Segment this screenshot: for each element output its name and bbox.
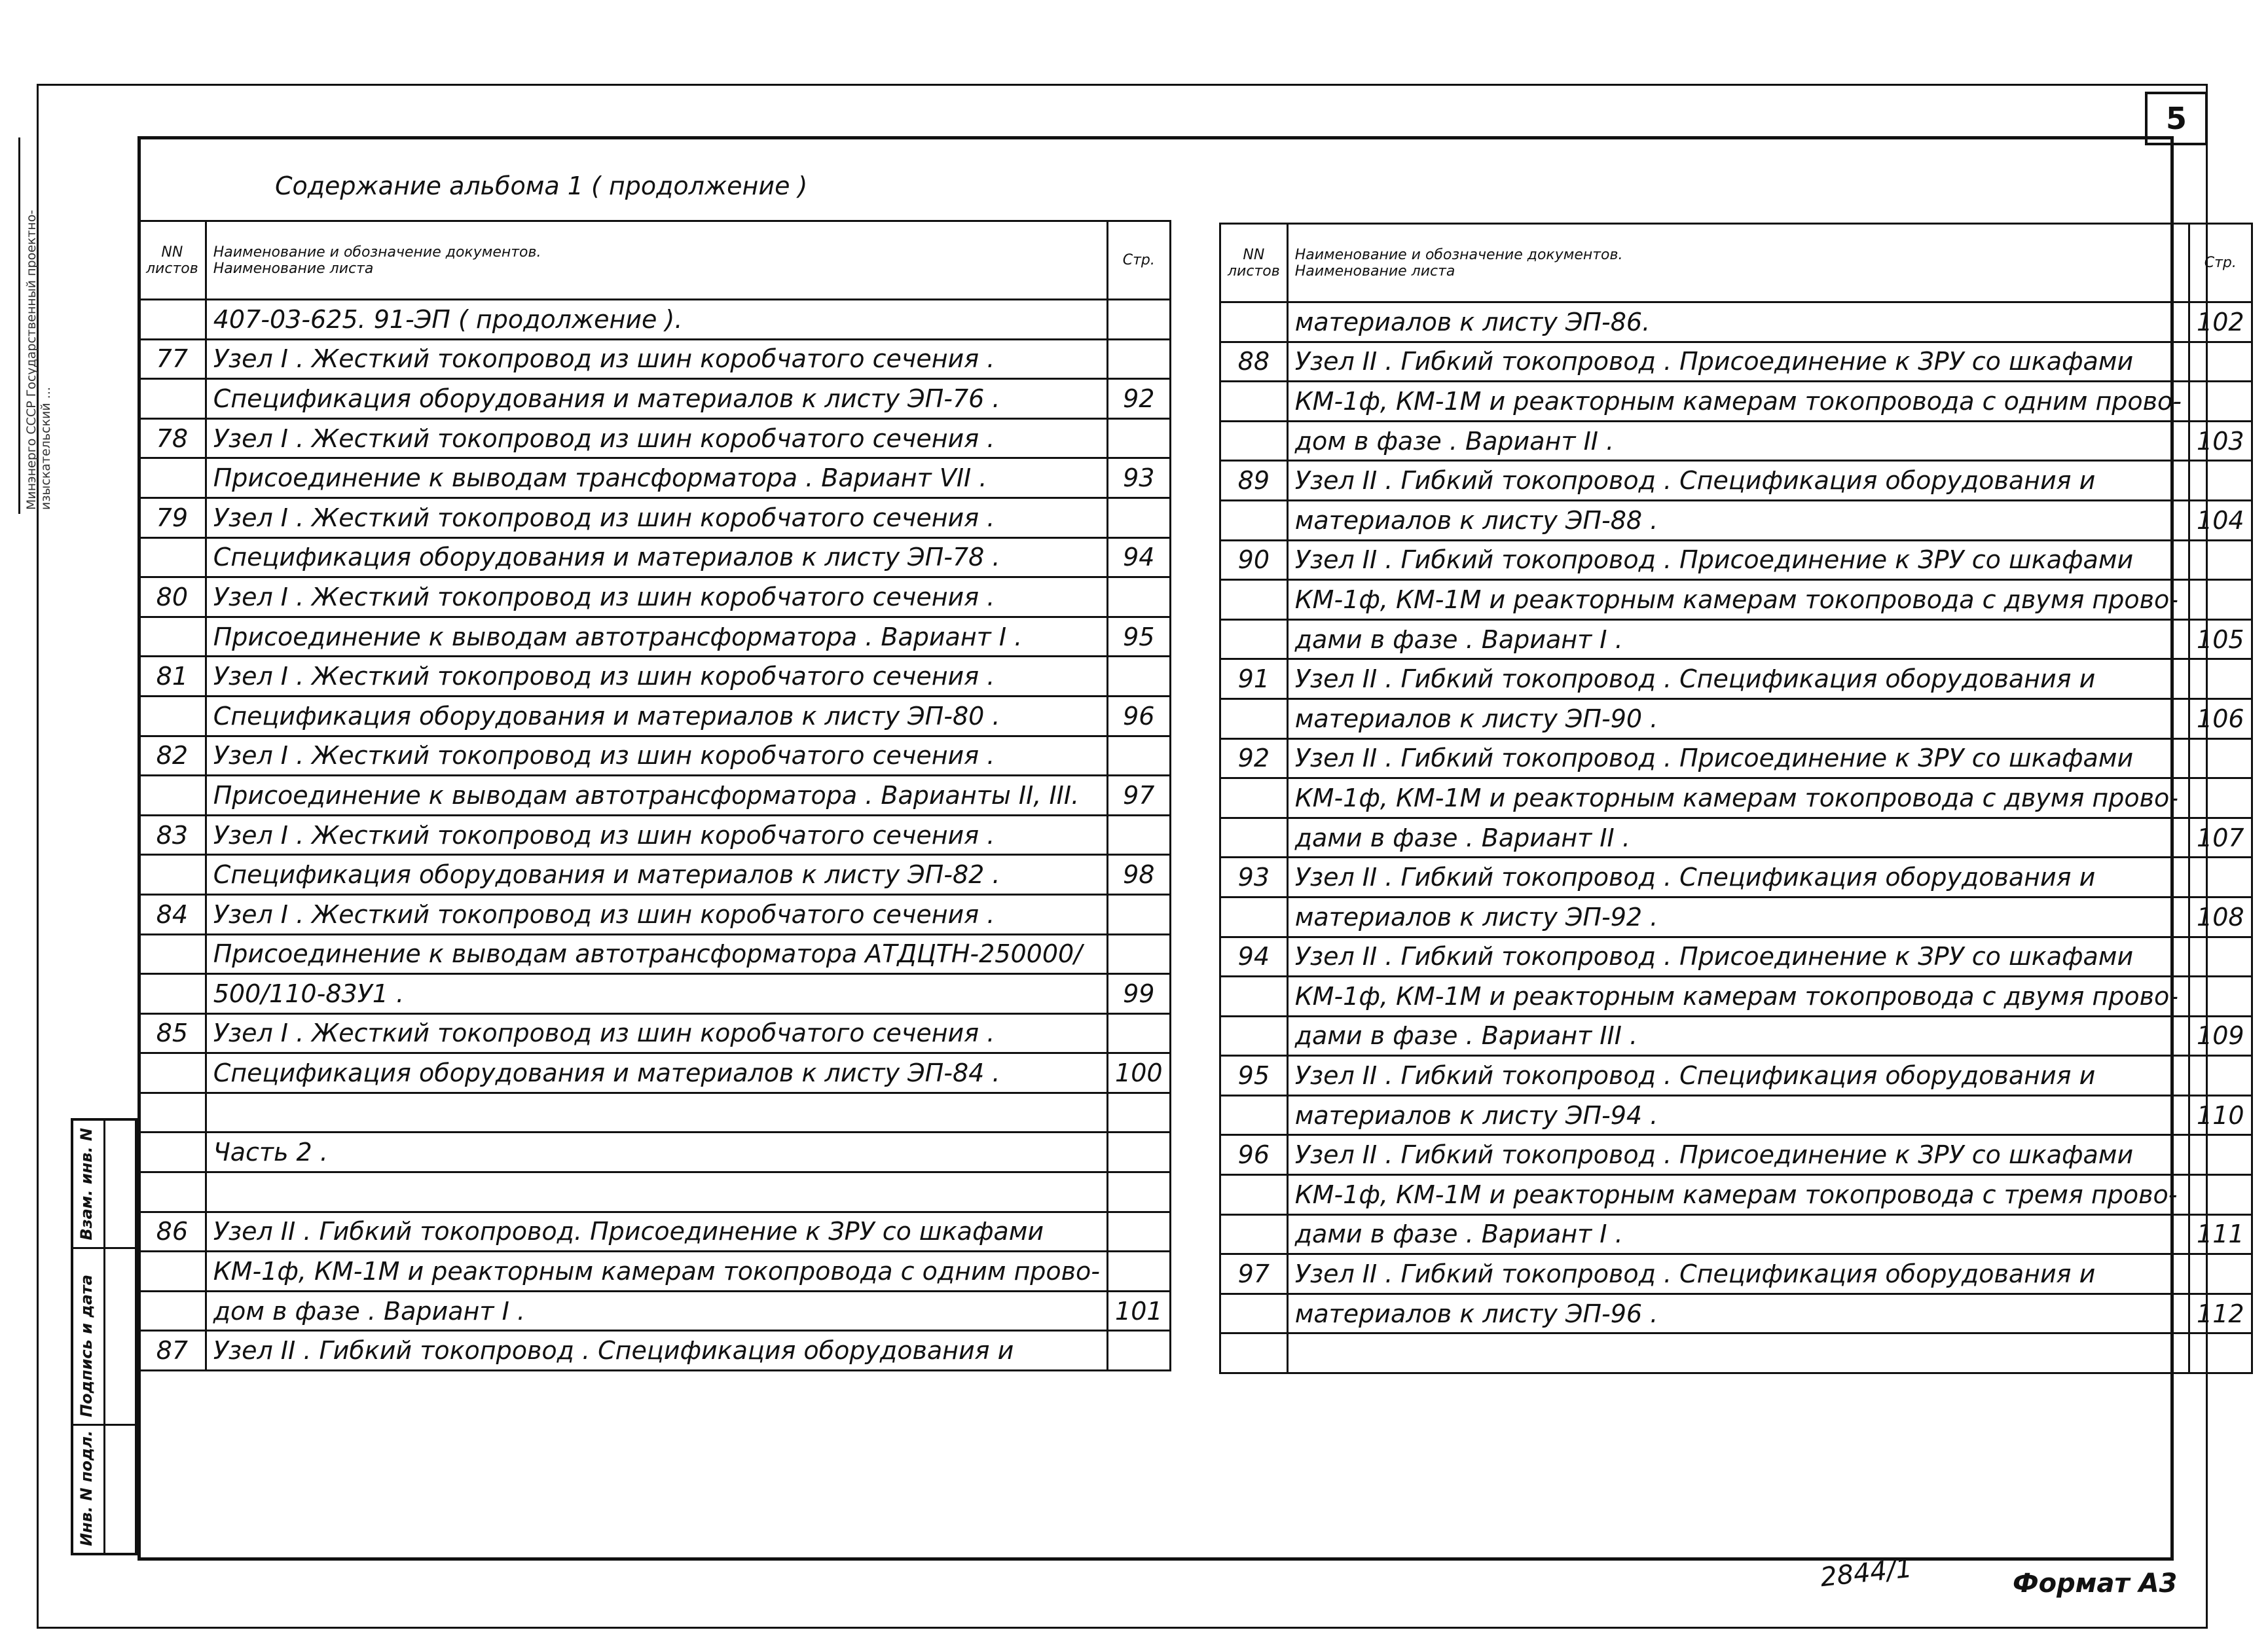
row-sheet-number	[1220, 1214, 1288, 1254]
row-sheet-number: 86	[139, 1212, 206, 1252]
row-title: Присоединение к выводам автотрансформатора . Вариант I .	[206, 617, 1107, 657]
row-sheet-number	[1220, 1016, 1288, 1056]
side-label-signature: Подпись и дата	[77, 1275, 96, 1417]
table-row	[1220, 698, 2252, 738]
row-page	[1108, 1133, 1171, 1172]
row-page	[2189, 540, 2252, 580]
row-title: Узел I . Жесткий токопровод из шин коробчатого сечения .	[206, 657, 1107, 697]
row-sheet-number	[139, 1093, 206, 1133]
row-page: 99	[1108, 974, 1171, 1014]
row-page: 93	[1108, 458, 1171, 498]
row-page: 98	[1108, 855, 1171, 895]
row-sheet-number	[139, 1172, 206, 1212]
row-title: Узел I . Жесткий токопровод из шин коробчатого сечения .	[206, 339, 1107, 379]
table-row	[139, 974, 1171, 1014]
row-title: дами в фазе . Вариант III .	[1287, 1016, 2189, 1056]
side-label-inventory: Инв. N подл.	[77, 1430, 96, 1546]
row-title: КМ-1ф, КМ-1М и реакторным камерам токопровода с двумя прово-	[1287, 778, 2189, 818]
row-page: 107	[2189, 818, 2252, 858]
row-sheet-number	[139, 776, 206, 816]
row-sheet-number: 95	[1220, 1056, 1288, 1096]
table-row	[139, 657, 1171, 697]
header-title-line2: Наименование листа	[213, 260, 374, 277]
row-title: дом в фазе . Вариант II .	[1287, 421, 2189, 461]
row-page	[2189, 778, 2252, 818]
row-title: Спецификация оборудования и материалов к листу ЭП-76 .	[206, 379, 1107, 419]
row-sheet-number	[1220, 818, 1288, 858]
col-header-page: Стр.	[1108, 221, 1171, 300]
row-title: дами в фазе . Вариант I .	[1287, 1214, 2189, 1254]
row-sheet-number: 97	[1220, 1254, 1288, 1294]
table-row	[139, 577, 1171, 617]
row-page: 111	[2189, 1214, 2252, 1254]
row-page	[2189, 1175, 2252, 1215]
format-label: Формат А3	[2013, 1568, 2178, 1599]
row-sheet-number: 84	[139, 894, 206, 934]
row-sheet-number: 92	[1220, 738, 1288, 778]
table-row	[139, 934, 1171, 974]
col-header-page: Стр.	[2189, 224, 2252, 302]
row-title: Узел II . Гибкий токопровод . Спецификация оборудования и	[1287, 858, 2189, 897]
row-sheet-number	[139, 1291, 206, 1331]
row-title: Узел II . Гибкий токопровод . Спецификация оборудования и	[1287, 1056, 2189, 1096]
row-sheet-number: 85	[139, 1013, 206, 1053]
row-sheet-number	[139, 617, 206, 657]
row-sheet-number	[139, 458, 206, 498]
row-sheet-number	[1220, 580, 1288, 620]
row-title: Часть 2 .	[206, 1133, 1107, 1172]
row-title: 407-03-625. 91-ЭП ( продолжение ).	[206, 300, 1107, 340]
row-title: Узел I . Жесткий токопровод из шин коробчатого сечения .	[206, 736, 1107, 776]
row-title: Узел I . Жесткий токопровод из шин коробчатого сечения .	[206, 418, 1107, 458]
table-row	[139, 894, 1171, 934]
table-row	[139, 617, 1171, 657]
row-title: Присоединение к выводам автотрансформатора . Варианты II, III.	[206, 776, 1107, 816]
row-title: Узел II . Гибкий токопровод . Спецификация оборудования и	[206, 1331, 1107, 1371]
row-title	[1287, 1333, 2189, 1373]
row-sheet-number	[1220, 778, 1288, 818]
row-title: Узел II . Гибкий токопровод . Присоединение к ЗРУ со шкафами	[1287, 1135, 2189, 1175]
row-page: 106	[2189, 698, 2252, 738]
header-title-line2: Наименование листа	[1294, 263, 1455, 280]
row-page: 112	[2189, 1294, 2252, 1333]
table-row	[1220, 858, 2252, 897]
table-row	[139, 418, 1171, 458]
col-header-num	[1220, 224, 1288, 302]
table-row	[1220, 540, 2252, 580]
row-sheet-number: 91	[1220, 659, 1288, 699]
page-number: 5	[2145, 92, 2208, 145]
row-page: 101	[1108, 1291, 1171, 1331]
toc-table-left	[137, 220, 1171, 1371]
row-sheet-number	[139, 1053, 206, 1093]
row-sheet-number	[139, 300, 206, 340]
row-title	[206, 1093, 1107, 1133]
row-sheet-number	[139, 974, 206, 1014]
side-cell-replacement	[73, 1121, 135, 1249]
row-sheet-number	[1220, 500, 1288, 540]
row-title: дом в фазе . Вариант I .	[206, 1291, 1107, 1331]
row-page: 92	[1108, 379, 1171, 419]
row-sheet-number: 96	[1220, 1135, 1288, 1175]
row-sheet-number	[139, 934, 206, 974]
row-sheet-number: 87	[139, 1331, 206, 1371]
table-row	[1220, 1294, 2252, 1333]
row-page	[1108, 934, 1171, 974]
table-row	[139, 537, 1171, 577]
table-row	[139, 1172, 1171, 1212]
row-title: Узел II . Гибкий токопровод . Присоединение к ЗРУ со шкафами	[1287, 342, 2189, 382]
row-title: материалов к листу ЭП-94 .	[1287, 1095, 2189, 1135]
row-page	[1108, 1252, 1171, 1292]
row-title: КМ-1ф, КМ-1М и реакторным камерам токопровода с тремя прово-	[1287, 1175, 2189, 1215]
row-sheet-number	[1220, 1333, 1288, 1373]
table-row	[1220, 342, 2252, 382]
row-page: 104	[2189, 500, 2252, 540]
row-sheet-number	[1220, 1294, 1288, 1333]
row-title: 500/110-83У1 .	[206, 974, 1107, 1014]
row-page	[2189, 659, 2252, 699]
row-title: Присоединение к выводам трансформатора . Вариант VII .	[206, 458, 1107, 498]
table-row	[1220, 937, 2252, 977]
row-sheet-number	[1220, 1095, 1288, 1135]
row-title: Узел I . Жесткий токопровод из шин коробчатого сечения .	[206, 894, 1107, 934]
row-sheet-number	[1220, 421, 1288, 461]
row-sheet-number: 79	[139, 498, 206, 537]
table-row	[139, 1133, 1171, 1172]
row-page: 108	[2189, 897, 2252, 937]
row-title: материалов к листу ЭП-96 .	[1287, 1294, 2189, 1333]
row-sheet-number: 94	[1220, 937, 1288, 977]
table-row	[1220, 302, 2252, 342]
row-title: материалов к листу ЭП-86.	[1287, 302, 2189, 342]
header-title-line1: Наименование и обозначение документов.	[1294, 246, 1623, 263]
row-page: 105	[2189, 619, 2252, 659]
header-num-line1: NN	[161, 244, 183, 261]
row-page: 102	[2189, 302, 2252, 342]
row-sheet-number: 77	[139, 339, 206, 379]
row-page	[1108, 300, 1171, 340]
table-row	[139, 300, 1171, 340]
row-sheet-number: 90	[1220, 540, 1288, 580]
row-sheet-number	[139, 1252, 206, 1292]
row-sheet-number	[1220, 382, 1288, 422]
table-row	[139, 1053, 1171, 1093]
table-row	[139, 1212, 1171, 1252]
side-stamp-table	[71, 1118, 137, 1555]
row-title: Узел II . Гибкий токопровод . Спецификация оборудования и	[1287, 1254, 2189, 1294]
row-page: 103	[2189, 421, 2252, 461]
row-title: материалов к листу ЭП-88 .	[1287, 500, 2189, 540]
row-page	[1108, 657, 1171, 697]
col-header-title	[206, 221, 1107, 300]
row-page	[1108, 894, 1171, 934]
table-row	[139, 1013, 1171, 1053]
table-row	[1220, 1056, 2252, 1096]
table-row	[139, 1291, 1171, 1331]
approval-stamp: Минэнерго СССР Государственный проектно-изыскательский ...	[18, 137, 96, 514]
table-row	[1220, 1095, 2252, 1135]
row-sheet-number	[139, 379, 206, 419]
row-sheet-number	[139, 696, 206, 736]
header-num-line1: NN	[1243, 246, 1265, 263]
table-row	[1220, 619, 2252, 659]
table-row	[1220, 1214, 2252, 1254]
col-header-num	[139, 221, 206, 300]
row-page: 94	[1108, 537, 1171, 577]
row-title: Спецификация оборудования и материалов к листу ЭП-80 .	[206, 696, 1107, 736]
table-row	[1220, 977, 2252, 1017]
row-title: Узел II . Гибкий токопровод. Присоединение к ЗРУ со шкафами	[206, 1212, 1107, 1252]
row-sheet-number: 81	[139, 657, 206, 697]
table-row	[139, 696, 1171, 736]
header-title-line1: Наименование и обозначение документов.	[213, 244, 541, 261]
table-row	[1220, 659, 2252, 699]
row-page	[2189, 1056, 2252, 1096]
row-page	[2189, 937, 2252, 977]
table-row	[139, 1093, 1171, 1133]
row-title: материалов к листу ЭП-90 .	[1287, 698, 2189, 738]
table-row	[139, 776, 1171, 816]
row-page	[1108, 1013, 1171, 1053]
table-row	[139, 498, 1171, 537]
table-row	[139, 339, 1171, 379]
table-row	[139, 815, 1171, 855]
row-sheet-number: 78	[139, 418, 206, 458]
row-page	[2189, 977, 2252, 1017]
row-page	[1108, 736, 1171, 776]
row-page	[1108, 498, 1171, 537]
row-title: КМ-1ф, КМ-1М и реакторным камерам токопровода с одним прово-	[206, 1252, 1107, 1292]
row-sheet-number: 88	[1220, 342, 1288, 382]
row-page: 96	[1108, 696, 1171, 736]
row-sheet-number: 80	[139, 577, 206, 617]
row-title: Спецификация оборудования и материалов к листу ЭП-84 .	[206, 1053, 1107, 1093]
row-page	[1108, 1212, 1171, 1252]
header-num-line2: листов	[1228, 263, 1280, 280]
row-title: дами в фазе . Вариант II .	[1287, 818, 2189, 858]
row-page	[1108, 339, 1171, 379]
row-page	[2189, 580, 2252, 620]
row-page	[2189, 858, 2252, 897]
table-row	[1220, 897, 2252, 937]
table-row	[1220, 1175, 2252, 1215]
table-row	[1220, 421, 2252, 461]
row-page: 95	[1108, 617, 1171, 657]
row-sheet-number	[139, 1133, 206, 1172]
side-label-replacement: Взам. инв. N	[77, 1128, 96, 1241]
table-row	[139, 458, 1171, 498]
row-page	[1108, 577, 1171, 617]
row-sheet-number	[1220, 698, 1288, 738]
row-page	[2189, 738, 2252, 778]
row-page	[1108, 815, 1171, 855]
row-page: 110	[2189, 1095, 2252, 1135]
row-page	[1108, 1172, 1171, 1212]
table-row	[139, 855, 1171, 895]
row-title: Узел II . Гибкий токопровод . Присоединение к ЗРУ со шкафами	[1287, 937, 2189, 977]
row-title: Узел I . Жесткий токопровод из шин коробчатого сечения .	[206, 498, 1107, 537]
page-title: Содержание альбома 1 ( продолжение )	[275, 172, 808, 200]
row-page: 109	[2189, 1016, 2252, 1056]
col-header-title	[1287, 224, 2189, 302]
row-title: материалов к листу ЭП-92 .	[1287, 897, 2189, 937]
row-title: КМ-1ф, КМ-1М и реакторным камерам токопровода с двумя прово-	[1287, 580, 2189, 620]
row-page: 100	[1108, 1053, 1171, 1093]
row-title: Присоединение к выводам автотрансформатора АТДЦТН-250000/	[206, 934, 1107, 974]
row-title: Узел II . Гибкий токопровод . Спецификация оборудования и	[1287, 659, 2189, 699]
row-sheet-number	[139, 855, 206, 895]
row-title: Узел II . Гибкий токопровод . Присоединение к ЗРУ со шкафами	[1287, 540, 2189, 580]
table-row	[1220, 778, 2252, 818]
table-row	[1220, 1016, 2252, 1056]
row-sheet-number	[1220, 897, 1288, 937]
table-row	[139, 736, 1171, 776]
table-row	[1220, 1254, 2252, 1294]
row-sheet-number	[1220, 619, 1288, 659]
row-title: Узел I . Жесткий токопровод из шин коробчатого сечения .	[206, 577, 1107, 617]
row-sheet-number: 83	[139, 815, 206, 855]
row-sheet-number	[1220, 977, 1288, 1017]
toc-table-right	[1219, 223, 2253, 1374]
row-sheet-number: 93	[1220, 858, 1288, 897]
row-page	[2189, 342, 2252, 382]
table-row	[1220, 461, 2252, 501]
row-page: 97	[1108, 776, 1171, 816]
row-page	[1108, 1093, 1171, 1133]
row-page	[1108, 418, 1171, 458]
table-row	[1220, 1135, 2252, 1175]
table-row	[1220, 1333, 2252, 1373]
row-page	[2189, 1135, 2252, 1175]
row-page	[2189, 382, 2252, 422]
row-title: Узел I . Жесткий токопровод из шин коробчатого сечения .	[206, 1013, 1107, 1053]
row-title: дами в фазе . Вариант I .	[1287, 619, 2189, 659]
table-row	[139, 1252, 1171, 1292]
table-row	[1220, 500, 2252, 540]
row-title: Спецификация оборудования и материалов к листу ЭП-78 .	[206, 537, 1107, 577]
row-page	[2189, 461, 2252, 501]
row-title: КМ-1ф, КМ-1М и реакторным камерам токопровода с двумя прово-	[1287, 977, 2189, 1017]
header-num-line2: листов	[146, 260, 198, 277]
row-page	[2189, 1254, 2252, 1294]
table-row	[1220, 818, 2252, 858]
row-title: КМ-1ф, КМ-1М и реакторным камерам токопровода с одним прово-	[1287, 382, 2189, 422]
row-title: Узел II . Гибкий токопровод . Спецификация оборудования и	[1287, 461, 2189, 501]
row-sheet-number	[1220, 1175, 1288, 1215]
handwritten-note: 2844/1	[1818, 1553, 1914, 1593]
row-title: Спецификация оборудования и материалов к листу ЭП-82 .	[206, 855, 1107, 895]
table-row	[1220, 738, 2252, 778]
row-sheet-number	[139, 537, 206, 577]
row-page	[2189, 1333, 2252, 1373]
row-page	[1108, 1331, 1171, 1371]
row-title: Узел I . Жесткий токопровод из шин коробчатого сечения .	[206, 815, 1107, 855]
row-title: Узел II . Гибкий токопровод . Присоединение к ЗРУ со шкафами	[1287, 738, 2189, 778]
row-title	[206, 1172, 1107, 1212]
row-sheet-number: 89	[1220, 461, 1288, 501]
side-cell-inventory	[73, 1426, 135, 1553]
table-row	[139, 379, 1171, 419]
row-sheet-number	[1220, 302, 1288, 342]
side-cell-signature	[73, 1249, 135, 1426]
row-sheet-number: 82	[139, 736, 206, 776]
table-row	[139, 1331, 1171, 1371]
table-row	[1220, 382, 2252, 422]
table-row	[1220, 580, 2252, 620]
